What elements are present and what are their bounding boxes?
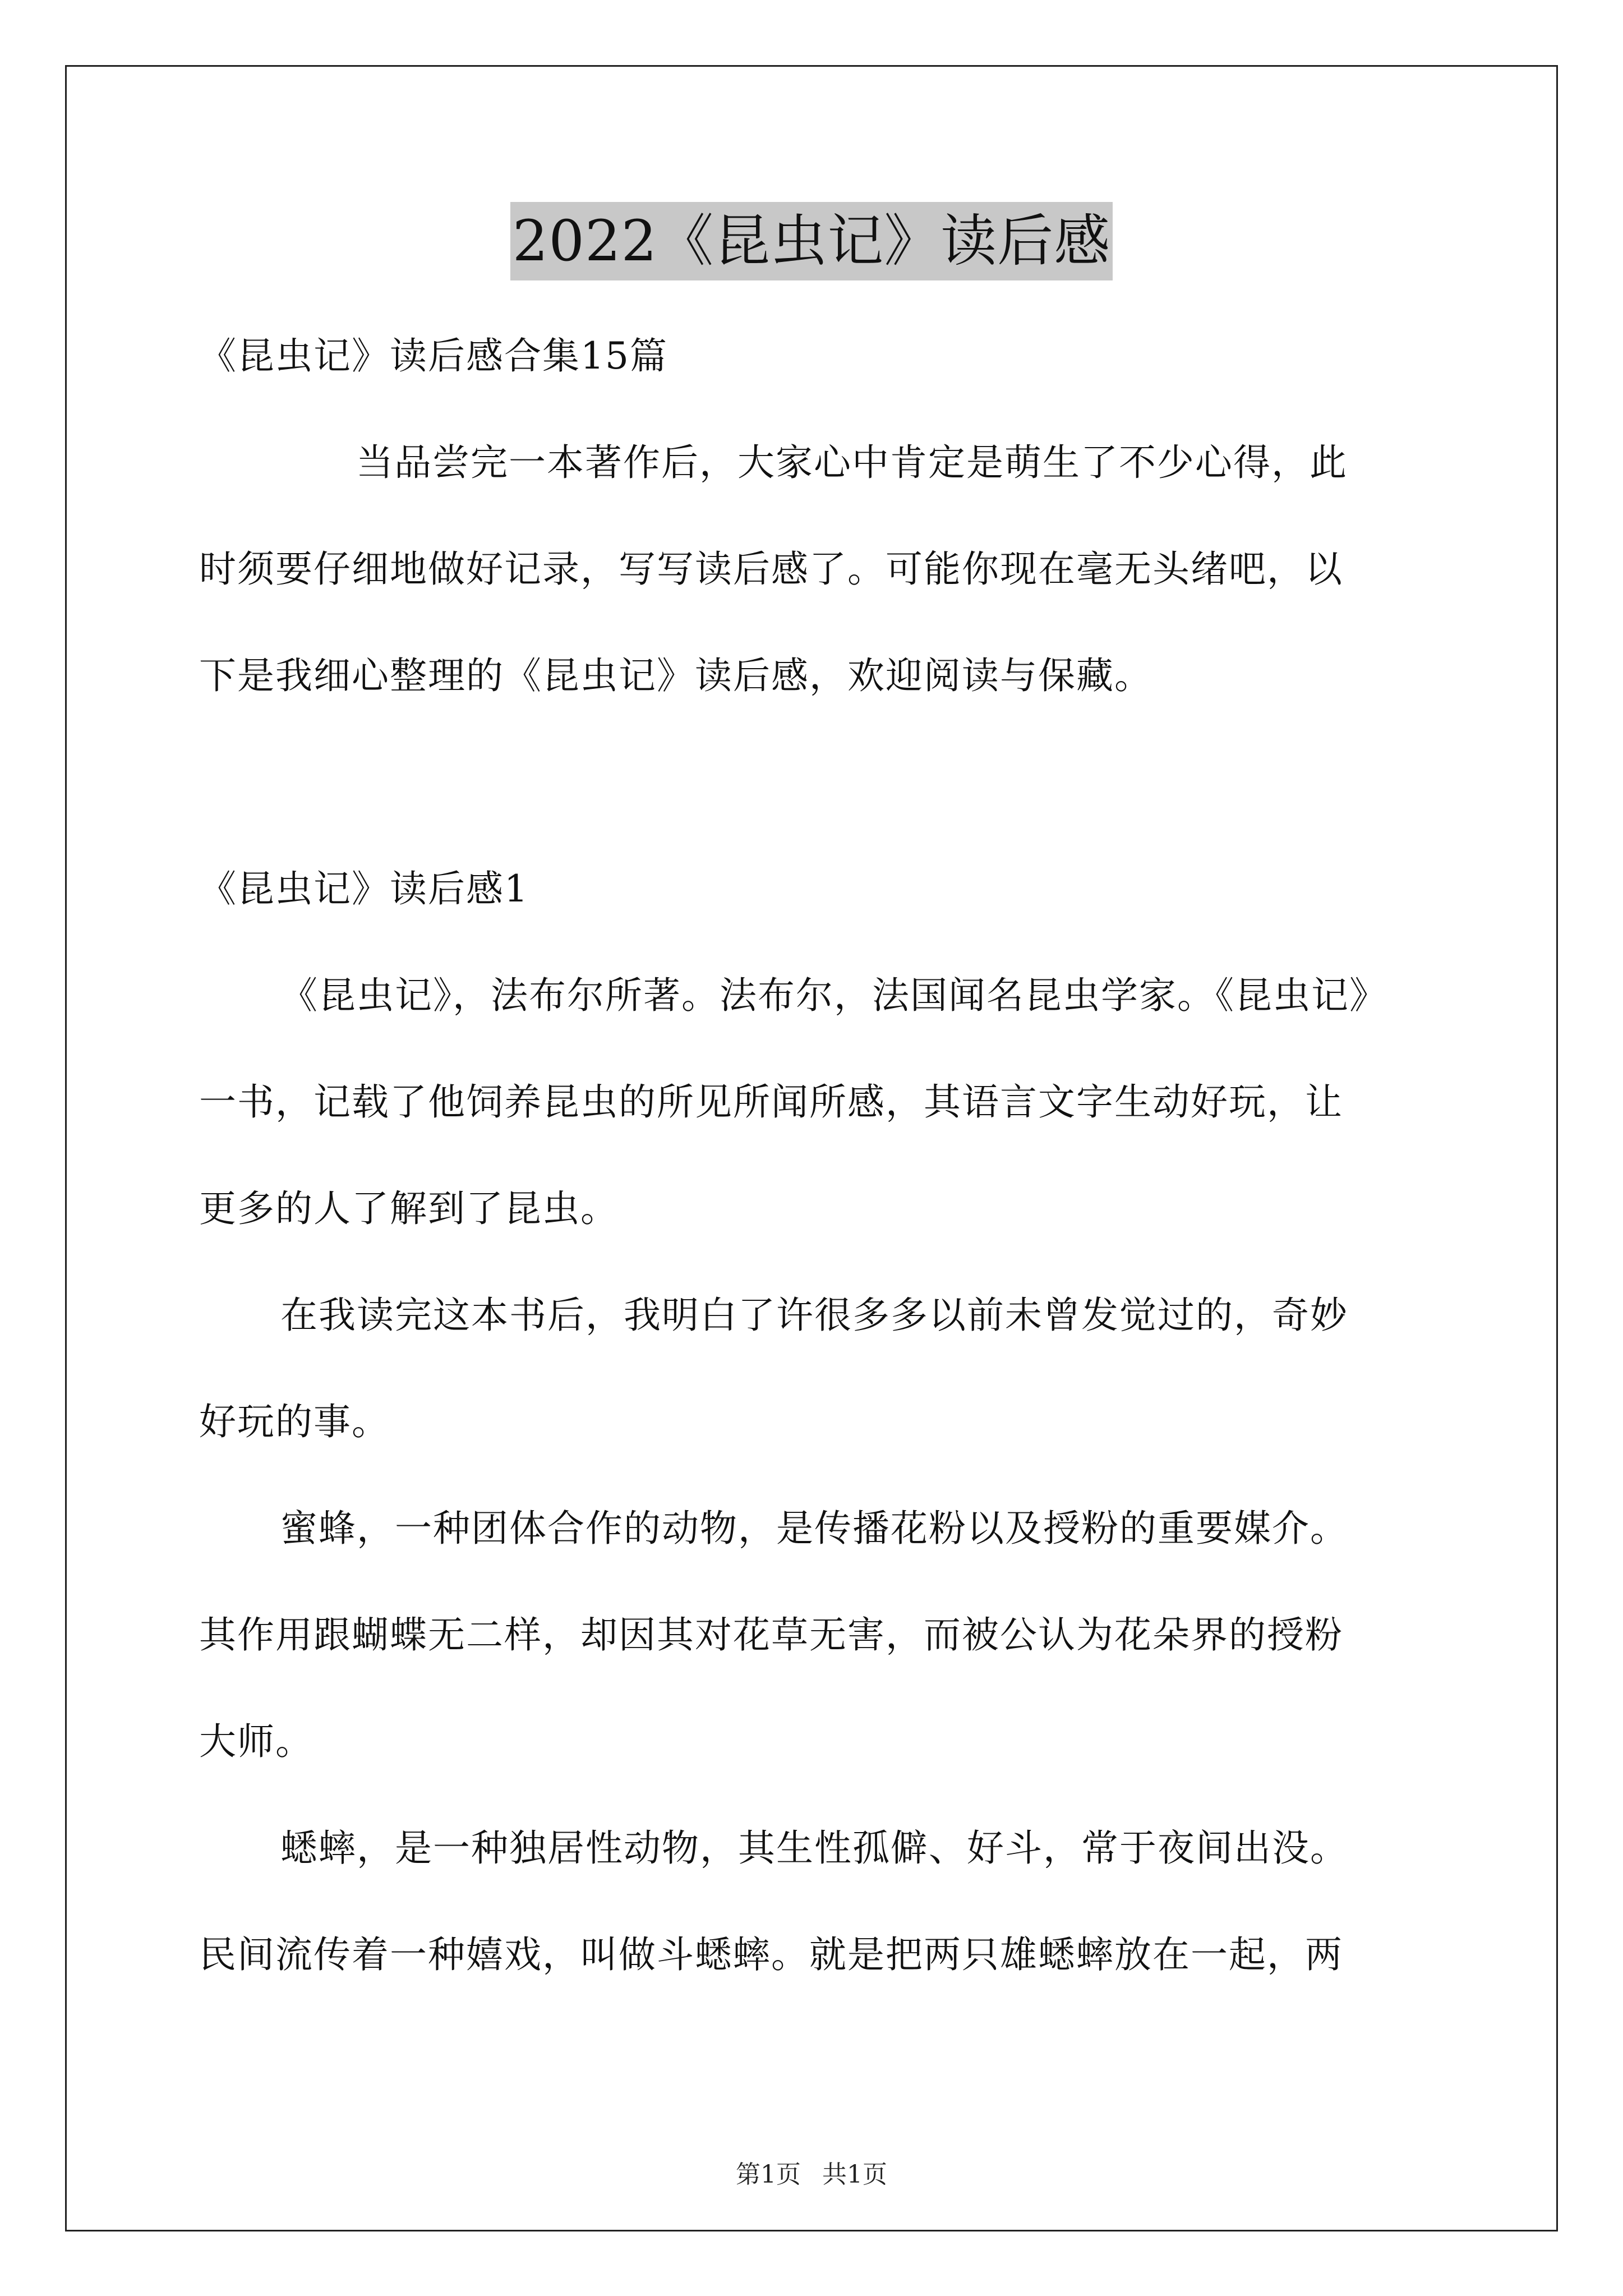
text-line: 一书，记载了他饲养昆虫的所见所闻所感，其语言文字生动好玩，让: [199, 1080, 1343, 1124]
text-line: 在我读完这本书后，我明白了许很多多以前未曾发觉过的，奇妙: [280, 1294, 1348, 1337]
text-line: 下是我细心整理的《昆虫记》读后感，欢迎阅读与保藏。: [199, 654, 1152, 697]
text-line: 时须要仔细地做好记录，写写读后感了。可能你现在毫无头绪吧，以: [199, 547, 1343, 591]
text-line: 《昆虫记》读后感1: [199, 867, 529, 910]
text-line: 更多的人了解到了昆虫。: [199, 1187, 619, 1230]
title-container: [0, 202, 1623, 280]
text-line: 蜜蜂，一种团体合作的动物，是传播花粉以及授粉的重要媒介。: [280, 1507, 1348, 1550]
text-line: 《昆虫记》读后感合集15篇: [199, 334, 668, 378]
text-line: 当品尝完一本著作后，大家心中肯定是萌生了不少心得，此: [356, 441, 1348, 484]
text-line: 其作用跟蝴蝶无二样，却因其对花草无害，而被公认为花朵界的授粉: [199, 1613, 1343, 1657]
page-total: 共1页: [822, 2160, 887, 2189]
document-body: [199, 303, 1433, 2008]
text-line: 大师。: [199, 1720, 313, 1763]
text-line: 民间流传着一种嬉戏，叫做斗蟋蟀。就是把两只雄蟋蟀放在一起，两: [199, 1933, 1343, 1976]
page-footer: [0, 2154, 1623, 2190]
text-line: 蟋蟀，是一种独居性动物，其生性孤僻、好斗，常于夜间出没。: [280, 1826, 1348, 1870]
text-line: 《昆虫记》，法布尔所著。法布尔，法国闻名昆虫学家。《昆虫记》: [280, 974, 1387, 1017]
text-line: 好玩的事。: [199, 1400, 390, 1443]
blank-line: [199, 729, 1433, 836]
document-title: 2022《昆虫记》读后感: [510, 202, 1113, 280]
page-number: 第1页: [736, 2160, 801, 2189]
